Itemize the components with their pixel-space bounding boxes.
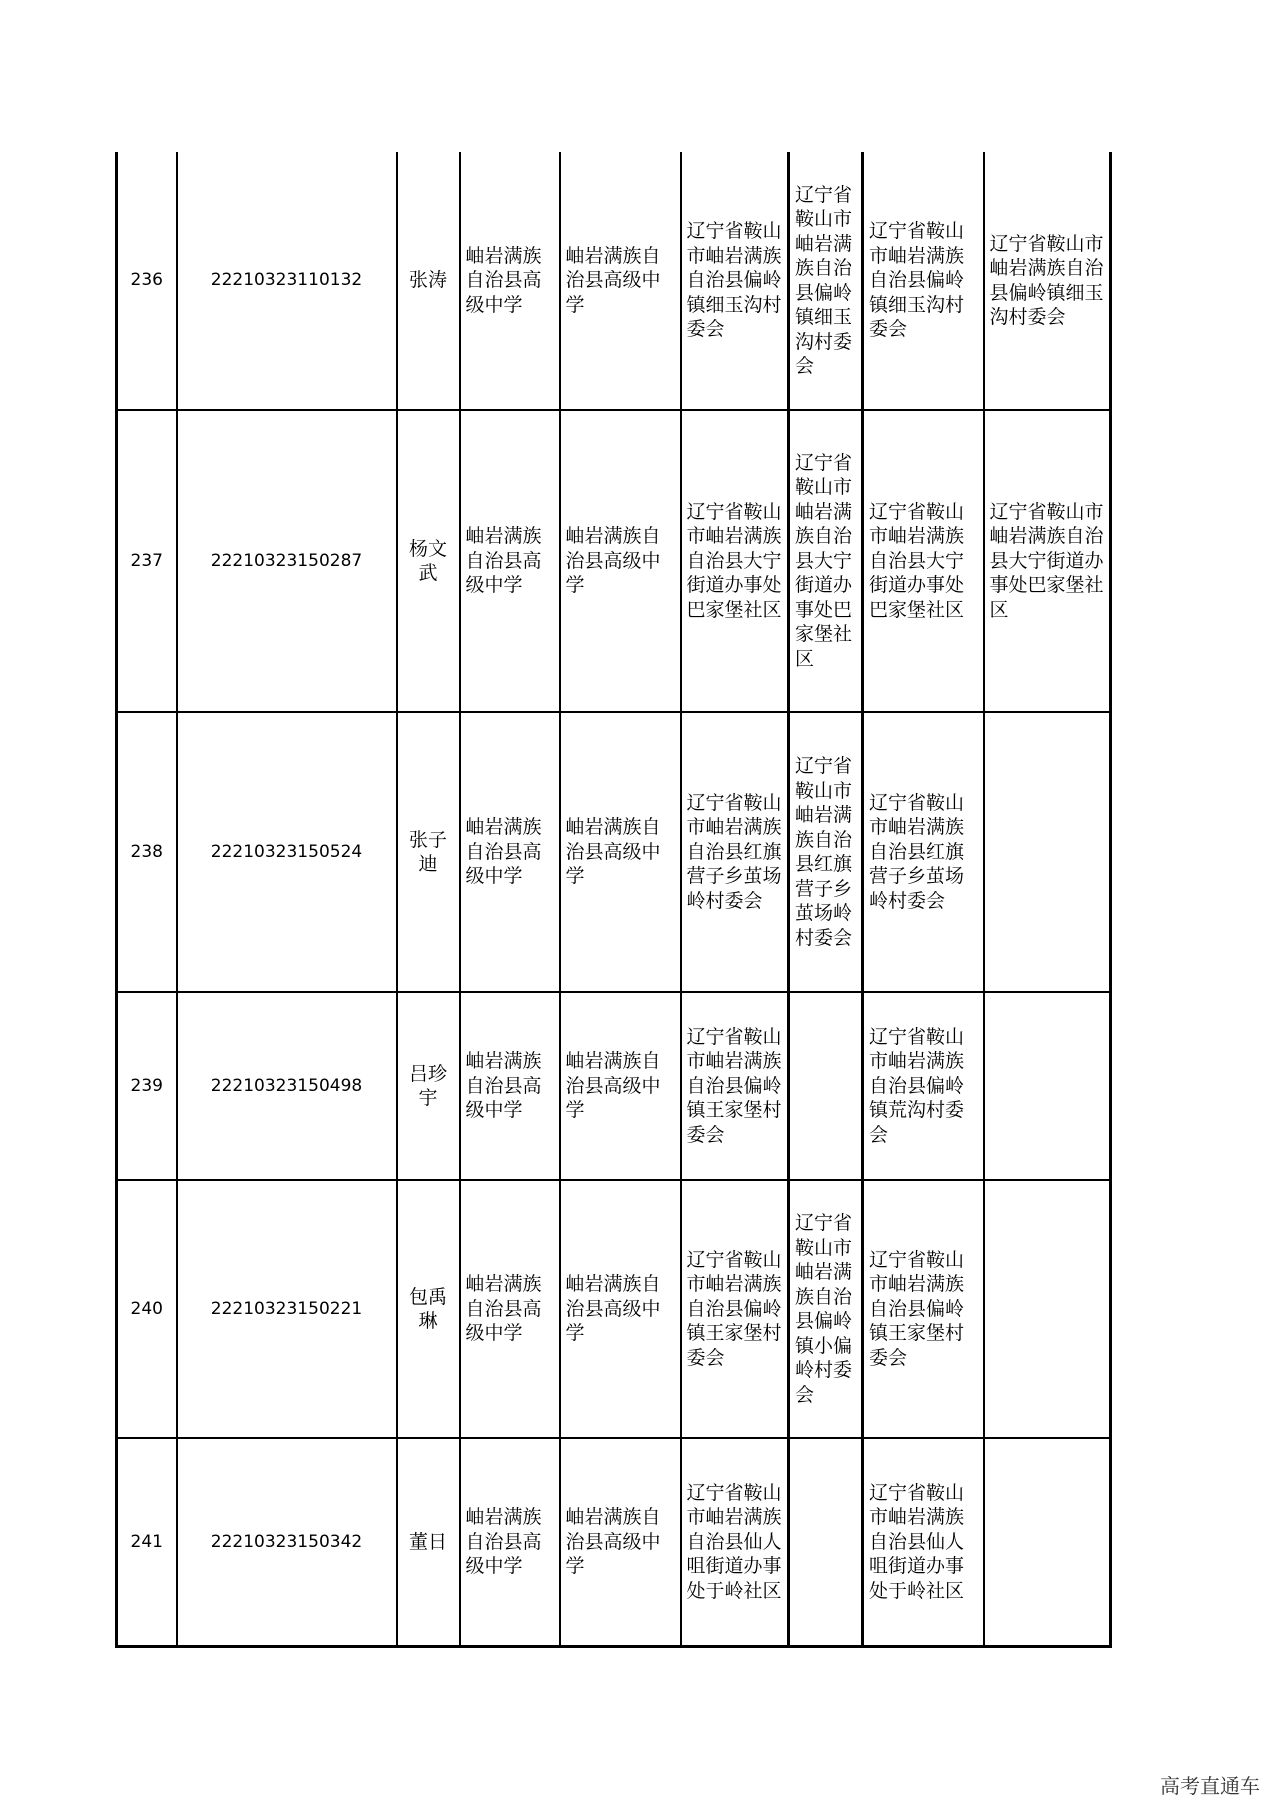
- table-row: [117, 152, 1111, 410]
- school-cell: 岫岩满族自治县高级中学: [460, 992, 560, 1180]
- school-cell: 岫岩满族自治县高级中学: [460, 410, 560, 712]
- row-number: 241: [117, 1438, 177, 1646]
- address-cell: 辽宁省鞍山市岫岩满族自治县偏岭镇荒沟村委会: [863, 992, 984, 1180]
- school-cell: 岫岩满族自治县高级中学: [460, 152, 560, 410]
- address-cell: 辽宁省鞍山市岫岩满族自治县偏岭镇王家堡村委会: [863, 1180, 984, 1438]
- address-cell: 辽宁省鞍山市岫岩满族自治县大宁街道办事处巴家堡社区: [789, 410, 863, 712]
- school-cell: 岫岩满族自治县高级中学: [560, 1180, 681, 1438]
- address-cell: 辽宁省鞍山市岫岩满族自治县红旗营子乡茧场岭村委会: [789, 712, 863, 992]
- address-cell: 辽宁省鞍山市岫岩满族自治县仙人咀街道办事处于岭社区: [863, 1438, 984, 1646]
- address-cell: 辽宁省鞍山市岫岩满族自治县大宁街道办事处巴家堡社区: [984, 410, 1111, 712]
- school-cell: 岫岩满族自治县高级中学: [460, 712, 560, 992]
- candidate-id: 22210323150524: [177, 712, 397, 992]
- candidate-name: 杨文武: [397, 410, 460, 712]
- school-cell: 岫岩满族自治县高级中学: [560, 152, 681, 410]
- address-cell: 辽宁省鞍山市岫岩满族自治县偏岭镇细玉沟村委会: [984, 152, 1111, 410]
- candidate-name: 董日: [397, 1438, 460, 1646]
- address-cell: 辽宁省鞍山市岫岩满族自治县红旗营子乡茧场岭村委会: [863, 712, 984, 992]
- row-number: 237: [117, 410, 177, 712]
- table-row: [117, 1180, 1111, 1438]
- school-cell: 岫岩满族自治县高级中学: [560, 1438, 681, 1646]
- address-cell: [984, 1180, 1111, 1438]
- address-cell: 辽宁省鞍山市岫岩满族自治县仙人咀街道办事处于岭社区: [681, 1438, 789, 1646]
- table-row: [117, 410, 1111, 712]
- school-cell: 岫岩满族自治县高级中学: [460, 1438, 560, 1646]
- address-cell: 辽宁省鞍山市岫岩满族自治县偏岭镇细玉沟村委会: [789, 152, 863, 410]
- table-row: [117, 992, 1111, 1180]
- address-cell: [789, 1438, 863, 1646]
- address-cell: 辽宁省鞍山市岫岩满族自治县红旗营子乡茧场岭村委会: [681, 712, 789, 992]
- candidate-id: 22210323110132: [177, 152, 397, 410]
- address-cell: 辽宁省鞍山市岫岩满族自治县偏岭镇王家堡村委会: [681, 992, 789, 1180]
- candidate-name: 张子迪: [397, 712, 460, 992]
- candidate-name: 包禹琳: [397, 1180, 460, 1438]
- address-cell: [789, 992, 863, 1180]
- candidate-id: 22210323150221: [177, 1180, 397, 1438]
- candidate-id: 22210323150287: [177, 410, 397, 712]
- row-number: 236: [117, 152, 177, 410]
- row-number: 238: [117, 712, 177, 992]
- address-cell: 辽宁省鞍山市岫岩满族自治县偏岭镇细玉沟村委会: [863, 152, 984, 410]
- address-cell: 辽宁省鞍山市岫岩满族自治县偏岭镇王家堡村委会: [681, 1180, 789, 1438]
- school-cell: 岫岩满族自治县高级中学: [560, 712, 681, 992]
- school-cell: 岫岩满族自治县高级中学: [560, 410, 681, 712]
- row-number: 240: [117, 1180, 177, 1438]
- address-cell: 辽宁省鞍山市岫岩满族自治县偏岭镇小偏岭村委会: [789, 1180, 863, 1438]
- address-cell: 辽宁省鞍山市岫岩满族自治县大宁街道办事处巴家堡社区: [681, 410, 789, 712]
- address-cell: 辽宁省鞍山市岫岩满族自治县偏岭镇细玉沟村委会: [681, 152, 789, 410]
- address-cell: 辽宁省鞍山市岫岩满族自治县大宁街道办事处巴家堡社区: [863, 410, 984, 712]
- address-cell: [984, 1438, 1111, 1646]
- table-row: [117, 712, 1111, 992]
- address-cell: [984, 992, 1111, 1180]
- roster-table: [115, 152, 1112, 1648]
- candidate-name: 张涛: [397, 152, 460, 410]
- school-cell: 岫岩满族自治县高级中学: [560, 992, 681, 1180]
- candidate-name: 吕珍宇: [397, 992, 460, 1180]
- candidate-id: 22210323150342: [177, 1438, 397, 1646]
- school-cell: 岫岩满族自治县高级中学: [460, 1180, 560, 1438]
- watermark-text: 高考直通车: [1160, 1774, 1260, 1798]
- table-row: [117, 1438, 1111, 1646]
- row-number: 239: [117, 992, 177, 1180]
- candidate-id: 22210323150498: [177, 992, 397, 1180]
- address-cell: [984, 712, 1111, 992]
